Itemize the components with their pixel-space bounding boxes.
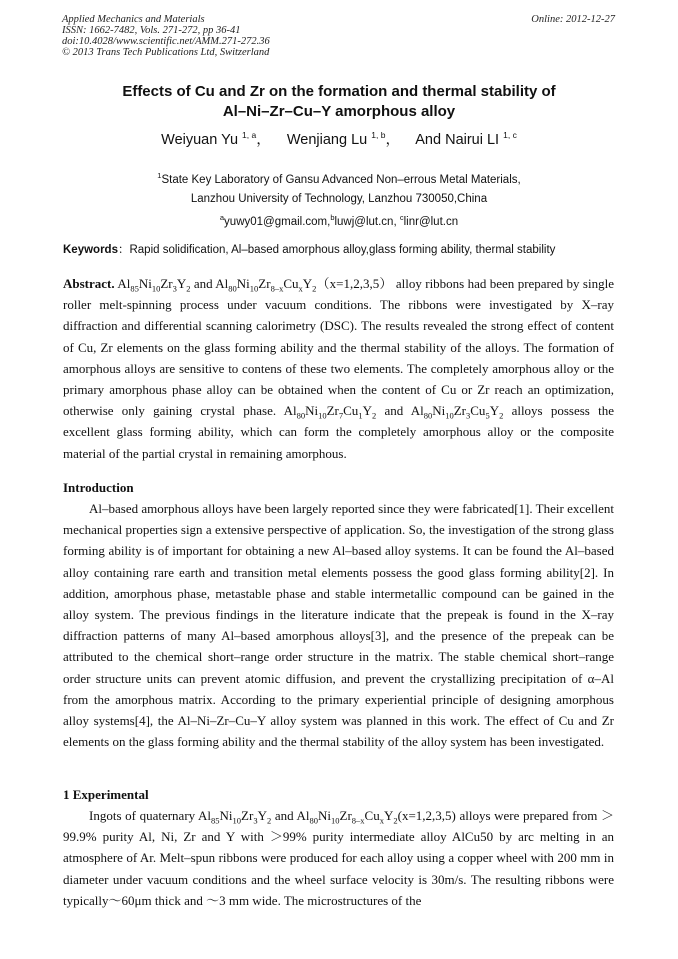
title-line-2: Al–Ni–Zr–Cu–Y amorphous alloy — [222, 103, 456, 120]
element-subscript: 85 — [130, 283, 139, 294]
element-symbol: Y — [489, 403, 500, 419]
abstract-text: and — [190, 276, 216, 291]
experimental-text-part: (x=1,2,3,5) alloys were prepared from ＞99.9% purity Al, Ni, Zr and Y with ＞99% purity intermediate alloy AlCu50 by arc melting in an atmosphere of Ar. Melt–spun ribbons were produced for each alloy using a copper wheel with 200 mm in diameter under vacuum conditions and the wheel surface velocity is 30m/s. The resulting ribbons were typically～60μm thick and ～3 mm wide. The microstructures of the — [63, 808, 614, 908]
email-list — [0, 213, 678, 228]
element-subscript: 2 — [393, 815, 398, 826]
element-subscript: 3 — [253, 815, 258, 826]
element-symbol: Cu — [283, 276, 299, 291]
element-symbol: Ni — [432, 403, 446, 419]
author-list — [0, 128, 678, 149]
abstract-text: and — [376, 403, 411, 419]
keywords-separator: ： — [117, 244, 130, 256]
element-symbol: Y — [383, 808, 394, 823]
alloy-formula — [296, 808, 398, 826]
keywords-text: Rapid solidification, Al–based amorphous alloy,glass forming ability, thermal stability — [129, 244, 556, 256]
issn-line: ISSN: 1662-7482, Vols. 271-272, pp 36-41 — [62, 25, 241, 36]
element-subscript: 2 — [186, 283, 191, 294]
element-symbol: Al — [410, 403, 424, 419]
element-symbol: Y — [257, 808, 267, 823]
element-subscript: 10 — [445, 410, 454, 421]
element-subscript: 10 — [232, 815, 242, 826]
element-symbol: Y — [176, 276, 187, 291]
element-symbol: Al — [117, 276, 131, 291]
element-symbol: Y — [362, 403, 372, 419]
email-link[interactable]: yuwy01@gmail.com, — [224, 215, 331, 228]
element-subscript: 10 — [318, 410, 327, 421]
element-symbol: Ni — [236, 276, 250, 291]
element-symbol: Ni — [318, 808, 332, 823]
element-symbol: Ni — [138, 276, 152, 291]
element-subscript: 2 — [266, 815, 272, 826]
abstract-label: Abstract. — [63, 276, 115, 291]
introduction-text: Al–based amorphous alloys have been largely reported since they were fabricated[1]. Their excellent mechanical properties sign a extensive perspective of application. So, the investigation of the strong glass forming ability is of important for obtaining a new Al–based alloy systems. It can be found the Al–based alloy containing rare earth and transition metal elements possess the good glass forming ability[2]. In addition, amorphous phase, metastable phase and stable intermetallic compound can be gained in the alloy system. The previous findings in the literature indicate that the prepeak is found in the X–ray diffraction patterns of many Al–based amorphous alloys[3], and the presence of the prepeak can be attributed to the chemical short–range order structure in the matrix. The stable chemical short–range order structure units can prevent atomic diffusion, and prevent the crystallizing precipitation of α–Al from the amorphous matrix. According to the primary experiential principle of designing amorphous alloy systems[4], the Al–Ni–Zr–Cu–Y alloy system was planned in this work. The effect of Cu and Zr elements on the glass forming ability and the thermal stability of the alloy system has been investigated. — [63, 501, 614, 750]
element-subscript: 10 — [331, 815, 340, 826]
element-symbol: Al — [296, 808, 310, 823]
author-marker: 1, c — [503, 130, 517, 141]
keywords — [63, 241, 623, 257]
alloy-formula — [215, 276, 317, 294]
affiliation-marker: 1 — [157, 171, 162, 180]
copyright-line: © 2013 Trans Tech Publications Ltd, Switzerland — [62, 47, 270, 58]
experimental-text-part: and — [271, 808, 297, 823]
element-subscript: 80 — [228, 283, 237, 294]
keywords-label: Keywords — [63, 244, 118, 256]
element-symbol: Ni — [305, 403, 319, 419]
element-subscript: x — [379, 815, 384, 826]
element-symbol: Cu — [364, 808, 380, 823]
element-symbol: Zr — [241, 808, 254, 823]
affiliation-line-2: Lanzhou University of Technology, Lanzhou 730050,China — [190, 192, 488, 205]
author-marker: 1, a — [242, 130, 257, 141]
author-name: Weiyuan Yu — [161, 132, 239, 148]
element-symbol: Y — [302, 276, 313, 291]
affiliation-line-1 — [0, 166, 678, 190]
element-symbol: Al — [198, 808, 212, 823]
element-symbol: Al — [215, 276, 229, 291]
journal-name: Applied Mechanics and Materials — [62, 14, 205, 25]
element-subscript: 2 — [499, 410, 504, 421]
abstract-text: alloys possess the excellent glass forming ability, which can form the completely amorphous alloy or the composite material of the partial crystal in remaining amorphous. — [63, 403, 614, 461]
doi-line[interactable]: doi:10.4028/www.scientific.net/AMM.271-272.36 — [62, 36, 270, 47]
element-subscript: 2 — [371, 410, 377, 421]
element-subscript: 10 — [151, 283, 161, 294]
element-subscript: 80 — [423, 410, 433, 421]
experimental-text-part: Ingots of quaternary — [89, 808, 199, 823]
author-separator: ， — [385, 132, 400, 148]
alloy-formula — [410, 403, 504, 421]
element-subscript: 2 — [312, 283, 317, 294]
author-name: Wenjiang Lu — [286, 132, 368, 148]
experimental-text — [63, 805, 614, 911]
author-2 — [287, 132, 400, 148]
element-symbol: Ni — [219, 808, 233, 823]
element-subscript: x — [298, 283, 303, 294]
email-link[interactable]: linr@lut.cn — [403, 215, 459, 228]
online-date: Online: 2012-12-27 — [531, 14, 615, 25]
element-subscript: 8–x — [351, 815, 365, 826]
author-marker: 1, b — [371, 130, 386, 141]
affiliation — [0, 166, 678, 209]
element-subscript: 10 — [249, 283, 259, 294]
element-subscript: 1 — [358, 410, 363, 421]
affiliation-text: State Key Laboratory of Gansu Advanced Non–errous Metal Materials, — [161, 173, 521, 186]
element-symbol: Cu — [470, 403, 486, 419]
element-symbol: Cu — [343, 403, 359, 419]
element-symbol: Zr — [160, 276, 173, 291]
element-symbol: Zr — [339, 808, 352, 823]
author-1 — [161, 132, 271, 148]
element-subscript: 80 — [309, 815, 319, 826]
experimental-heading: 1 Experimental — [63, 787, 149, 802]
email-link[interactable]: luwj@lut.cn, — [334, 215, 400, 228]
author-name: And Nairui LI — [415, 132, 500, 148]
author-separator: ， — [256, 132, 271, 148]
paper-title — [0, 82, 678, 122]
element-subscript: 5 — [485, 410, 490, 421]
title-line-1: Effects of Cu and Zr on the formation and thermal stability of — [122, 83, 556, 100]
element-subscript: 7 — [338, 410, 344, 421]
element-subscript: 8–x — [270, 283, 284, 294]
abstract — [63, 273, 614, 464]
alloy-formula — [198, 808, 272, 826]
abstract-text: （x=1,2,3,5） alloy ribbons had been prepared by single roller melt-spinning process under vacuum conditions. The ribbons were investigated by X–ray diffraction and differential scanning calorimetry (DSC). The results revealed the strong effect of content of Cu, Zr elements on the glass forming ability and the thermal stability of the alloys. The formation of amorphous alloys are sensitive to contens of these two elements. The completely amorphous alloy or the primary amorphous phase alloy can be obtained when the content of Cu or Zr reach an optimization, otherwise only gaining crystal phase. — [63, 276, 614, 419]
element-subscript: 3 — [172, 283, 177, 294]
email-marker: a — [219, 213, 225, 222]
element-symbol: Zr — [258, 276, 271, 291]
alloy-formula — [117, 276, 191, 294]
author-3 — [415, 132, 517, 148]
element-symbol: Zr — [326, 403, 339, 419]
email-marker: b — [330, 213, 335, 222]
element-subscript: 3 — [466, 410, 471, 421]
email-marker: c — [399, 213, 404, 222]
element-subscript: 80 — [296, 410, 306, 421]
element-symbol: Al — [283, 403, 297, 419]
alloy-formula — [283, 403, 377, 421]
introduction-heading: Introduction — [63, 480, 134, 495]
element-symbol: Zr — [453, 403, 467, 419]
journal-header — [62, 14, 270, 58]
element-subscript: 85 — [211, 815, 220, 826]
